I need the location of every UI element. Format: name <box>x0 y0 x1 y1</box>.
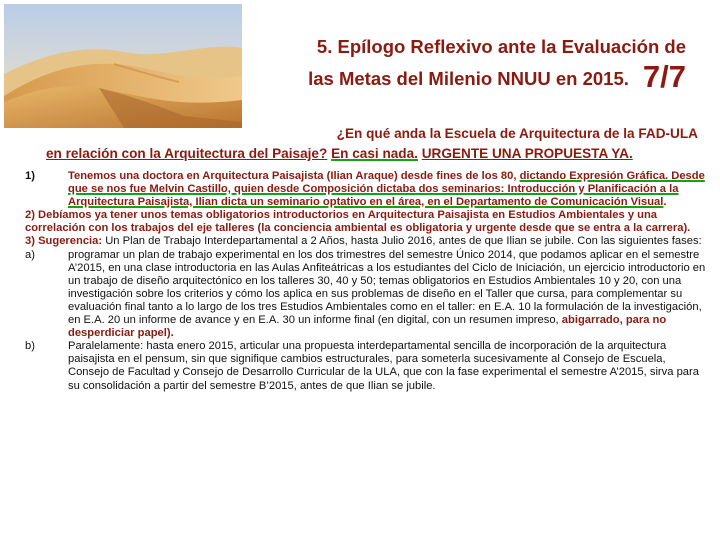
sub-item-a-body: programar un plan de trabajo experimental en los dos trimestres del semestre Único 2014, que podamos aplicar en el semestre A’2015, en una clase introductoria en las Aulas Anfiteátricas a los estudiantes del Ciclo de Iniciación, un ejercicio introductorio en un trabajo de diseño arquitectónico en los talleres 30, 40 y 50; temas obligatorios en Estudios Ambientales 10 y 20, con una investigación sobre los criterios y cómo los aplica en sus problemas de diseño en el Taller que cursa, para complementar su evaluación final tanto a lo largo de los tres Estudios Ambientales como en el taller: en E.A. 10 la formulación de la investigación, en E.A. 20 un informe de avance y en E.A. 30 un informe final (en digital, con un resumen impreso, <box>68 248 706 327</box>
question-line-2 <box>46 146 633 161</box>
sub-item-a-text <box>68 249 707 341</box>
slide-title <box>246 32 686 94</box>
question-urgent: URGENTE UNA PROPUESTA YA. <box>421 146 633 161</box>
title-line-1: 5. Epílogo Reflexivo ante la Evaluación de <box>316 36 686 57</box>
desert-dunes-photo <box>4 4 242 128</box>
sub-item-b-text: Paralelamente: hasta enero 2015, articular una propuesta interdepartamental sencilla de incorporación de la arquitectura paisajista en el pensum, sin que signifique cambios estructurales, para someterla sucesivamente al Consejo de Escuela, Consejo de Facultad y Consejo de Desarrollo Curricular de la ULA, que con la fase experimental el semestre A’2015, sirva para su consolidación a partir del semestre B’2015, antes de que Ilian se jubile. <box>68 340 699 392</box>
sub-item-a-emphasis: abigarrado, para no desperdiciar papel). <box>68 314 667 340</box>
title-line-2-text: las Metas del Milenio NNUU en 2015. <box>308 68 629 89</box>
question-topic: en relación con la Arquitectura del Paisaje? <box>46 146 328 161</box>
item-1-text-c: . <box>663 196 667 209</box>
item-1 <box>25 170 707 209</box>
title-line-2 <box>246 59 686 94</box>
item-3-label: Sugerencia: <box>38 235 103 248</box>
question-line-1: ¿En qué anda la Escuela de Arquitectura de la FAD-ULA <box>336 126 698 141</box>
sub-item-a <box>25 249 707 341</box>
item-1-text <box>68 170 707 209</box>
sub-item-b <box>25 340 707 392</box>
document-body <box>25 170 707 393</box>
item-3-text: Un Plan de Trabajo Interdepartamental a 2 Años, hasta Julio 2016, antes de que Ilian se jubile. Con las siguientes fases: <box>105 235 702 248</box>
sub-item-b-marker: b) <box>25 340 35 353</box>
sub-item-a-marker: a) <box>25 248 35 261</box>
question-answer: En casi nada. <box>331 146 418 161</box>
item-3 <box>25 235 707 248</box>
item-1-text-a: Tenemos una doctora en Arquitectura Paisajista (Ilian Araque) desde fines de los 80, <box>68 170 517 182</box>
item-3-lead: 3) <box>25 235 35 248</box>
page-indicator: 7/7 <box>642 59 686 94</box>
item-1-marker: 1) <box>25 170 35 182</box>
item-1-text-b: dictando Expresión Gráfica. Desde que se nos fue Melvin Castillo, quien desde Composición dictaba dos seminarios: Introducción y Planificación a la Arquitectura Paisajista, Ilian dicta un seminario optativo en el área, en el Departamento de Comunicación Visual <box>68 170 705 209</box>
item-2: 2) Debíamos ya tener unos temas obligatorios introductorios en Arquitectura Paisajista en Estudios Ambientales y una correlación con los trabajos del eje talleres (la conciencia ambiental es obligatoria y urgente desde que se entra a la carrera). <box>25 209 691 235</box>
